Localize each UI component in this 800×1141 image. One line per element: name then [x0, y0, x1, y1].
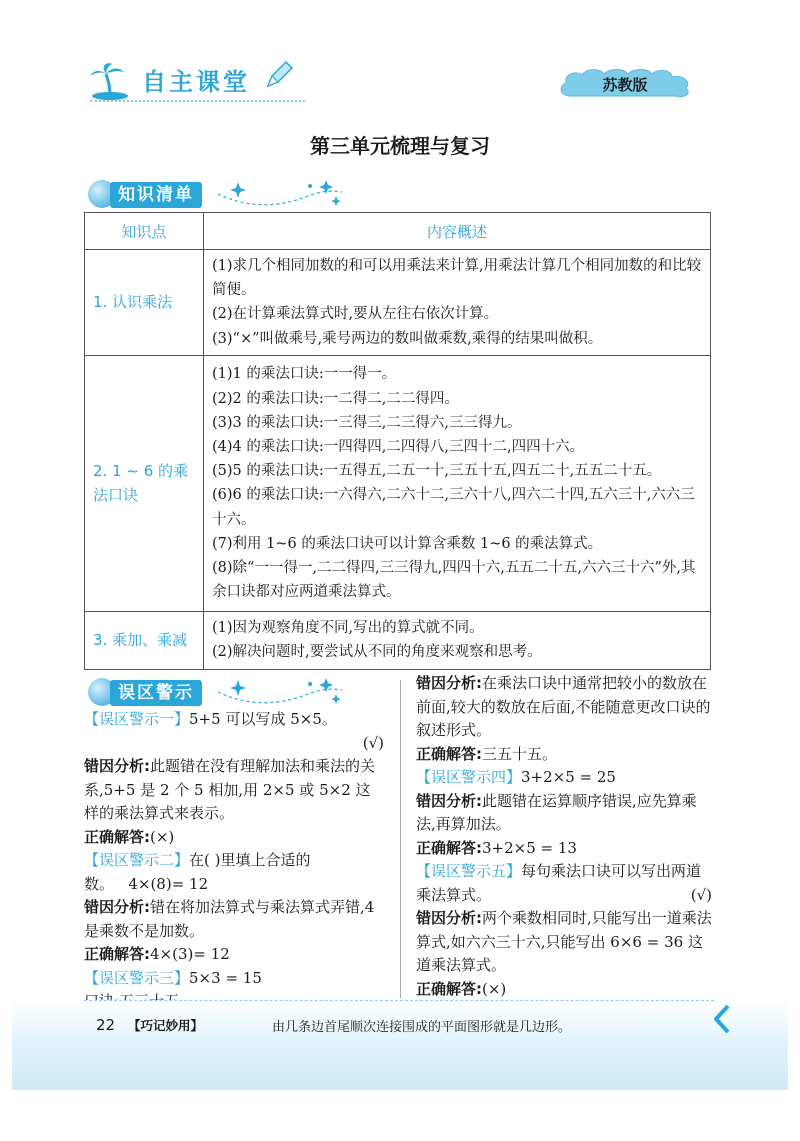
answer-text: 三五十五。 [482, 744, 558, 763]
reason-text: 此题错在没有理解加法和乘法的关系,5+5 是 2 个 5 相加,用 2×5 或 5×2 这样的乘法算式来表示。 [84, 757, 376, 822]
palm-tree-icon [88, 62, 148, 102]
edition-label: 苏教版 [602, 76, 648, 94]
brand-title: 自主课堂 [142, 68, 250, 96]
content-item: (5)5 的乘法口诀:一五得五,二五一十,三五十五,四五二十,五五二十五。 [212, 463, 662, 480]
content-item: (1)因为观察角度不同,写出的算式就不同。 [212, 620, 484, 637]
content-cell [204, 355, 711, 611]
reason-text: 在乘法口诀中通常把较小的数放在前面,较大的数放在后面,不能随意更改口诀的叙述形式。 [416, 674, 711, 739]
table-row [85, 611, 711, 669]
warning-3 [84, 967, 384, 991]
mistakes-left-column [84, 708, 384, 1014]
answer-label: 正确解答: [84, 827, 150, 846]
content-item: (3)“×”叫做乘号,乘号两边的数叫做乘数,乘得的结果叫做积。 [212, 330, 603, 347]
content-item: (6)6 的乘法口诀:一六得六,二六十二,三六十八,四六二十四,五六三十,六六三十六。 [212, 487, 695, 528]
content-item: (4)4 的乘法口诀:一四得四,二四得八,三四十二,四四十六。 [212, 438, 585, 455]
pencil-icon [262, 58, 296, 92]
judgement-mark: (√) [362, 733, 384, 752]
content-item: (1)1 的乘法口诀:一一得一。 [212, 366, 397, 383]
mistakes-banner-title: 误区警示 [110, 680, 202, 706]
reason-text: 错在将加法算式与乘法算式弄错,4 是乘数不是加数。 [84, 898, 375, 940]
col-header-content: 内容概述 [204, 213, 711, 250]
reason-text: 此题错在运算顺序错误,应先算乘法,再算加法。 [416, 791, 697, 833]
header-divider [90, 100, 305, 102]
content-item: (2)在计算乘法算式时,要从左往右依次计算。 [212, 306, 499, 323]
reason-label: 错因分析: [84, 898, 150, 916]
warning-equation: 4×(8)= 12 [128, 874, 209, 893]
content-item: (7)利用 1~6 的乘法口诀可以计算含乘数 1~6 的乘法算式。 [212, 535, 603, 552]
content-item: (2)解决问题时,要尝试从不同的角度来观察和思考。 [212, 644, 542, 661]
tip-label: 【巧记妙用】 [128, 1018, 204, 1033]
answer-text: 4×(3)= 12 [150, 945, 230, 963]
table-row [85, 250, 711, 356]
footer-divider [84, 1000, 714, 1001]
content-cell [204, 250, 711, 356]
column-divider [400, 680, 401, 998]
answer-label: 正确解答: [416, 744, 482, 763]
mistakes-banner [88, 676, 348, 710]
reason-text: 两个乘数相同时,只能写出一道乘法算式,如六六三十六,只能写出 6×6 = 36 这道乘法算式。 [416, 909, 712, 974]
mistakes-right-column [416, 672, 712, 1001]
table-header-row [85, 213, 711, 250]
topic-cell: 2. 1 ~ 6 的乘法口诀 [85, 355, 204, 611]
warning-tag: 【误区警示一】 [84, 710, 190, 728]
knowledge-table [84, 212, 711, 670]
answer-label: 正确解答: [416, 838, 482, 857]
content-item: (3)3 的乘法口诀:一三得三,二三得六,三三得九。 [212, 414, 522, 431]
table-row [85, 355, 711, 611]
footer-band [12, 1000, 788, 1090]
sparkle-decoration-icon [218, 178, 348, 212]
answer-label: 正确解答: [84, 945, 150, 963]
warning-statement: 5×3 = 15 [189, 968, 262, 987]
content-item: (1)求几个相同加数的和可以用乘法来计算,用乘法计算几个相同加数的和比较简便。 [212, 258, 702, 299]
answer-text: (×) [150, 827, 175, 846]
sparkle-decoration-icon [218, 676, 348, 710]
knowledge-banner [88, 178, 348, 212]
warning-statement: 在( )里填上合适的数。 [84, 851, 311, 893]
content-item: (8)除“一一得一,二二得四,三三得九,四四十六,五五二十五,六六三十六”外,其余口诀都对应两道乘法算式。 [212, 559, 696, 601]
warning-1 [84, 708, 384, 732]
warning-2 [84, 849, 384, 896]
page-title: 第三单元梳理与复习 [310, 134, 490, 158]
reason-label: 错因分析: [416, 674, 482, 692]
warning-4 [416, 766, 712, 790]
reason-label: 错因分析: [416, 909, 482, 927]
content-item: (2)2 的乘法口诀:一二得二,二二得四。 [212, 390, 459, 407]
warning-tag: 【误区警示二】 [84, 851, 190, 869]
col-header-topic: 知识点 [85, 213, 204, 250]
reason-label: 错因分析: [84, 757, 150, 775]
content-cell [204, 611, 711, 669]
tip-text: 由几条边首尾顺次连接围成的平面图形就是几边形。 [272, 1020, 572, 1035]
knowledge-banner-title: 知识清单 [110, 182, 202, 208]
warning-5 [416, 860, 712, 907]
chevron-left-icon [712, 1004, 732, 1034]
judgement-mark: (√) [690, 885, 712, 904]
reason-label: 错因分析: [416, 791, 482, 810]
page-number: 22 [96, 1016, 116, 1034]
warning-statement: 3+2×5 = 25 [521, 768, 616, 786]
warning-statement: 每句乘法口诀可以写出两道乘法算式。 [416, 862, 702, 904]
warning-tag: 【误区警示三】 [84, 968, 190, 987]
warning-tag: 【误区警示五】 [416, 862, 522, 880]
warning-tag: 【误区警示四】 [416, 768, 522, 786]
answer-text: 3+2×5 = 13 [482, 838, 577, 857]
topic-cell: 3. 乘加、乘减 [85, 611, 204, 669]
answer-label: 正确解答: [416, 979, 482, 998]
topic-cell: 1. 认识乘法 [85, 250, 204, 356]
answer-text: (×) [482, 979, 507, 998]
warning-statement: 5+5 可以写成 5×5。 [189, 710, 337, 728]
